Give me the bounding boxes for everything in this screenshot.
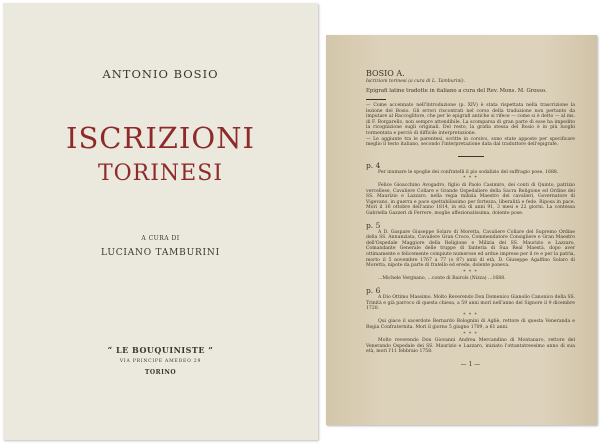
cover-title-line2: TORINESI [97,161,224,186]
separator-stars: * * * [463,176,478,182]
note-1: — Come accennato nell'Introduzione (p. XIV) è stata rispettata nella trascrizione la lezione del Bosio. Gli errori riscontrati nel corso della traduzione non pertanto da imputare al Raccoglitore, che per le epigrafi antiche si rifece — come si è detto — al ms. di F. Borgarello, non sempre attendibile. La scomparsa di gran parte di esse ha impedito la ricognizione sugli originali. Del resto, la grafia stessa del Bosio è in più luoghi tormentata e perciò di difficile interpretazione. [366,103,575,137]
cover-title-line1: ISCRIZIONI [65,121,255,155]
cover-editor: LUCIANO TAMBURINI [101,248,220,258]
p6-text-b: Qui giace il sacerdote Bernardo Bolognini di Agliè, rettore di questa Veneranda e Regia Confraternita. Morì il giorno 5 giugno 1709, a 61 anni. [366,319,575,330]
divider [458,156,484,157]
p6-label: p. 6 [366,285,381,295]
p4-label: p. 4 [366,160,381,170]
errata-sheet [326,35,597,425]
separator-stars: * * * [463,269,478,275]
p4-text-a: Per inumare le spoglie dei confratelli il pio sodalizio del suffragio pose, 1688. [378,169,559,175]
separator-stars: * * * [463,312,478,318]
cover-city: TORINO [144,369,177,376]
p5-text-b: ...Michele Vergnano, ...conte di Bairols (Nizza) ...1688. [378,276,506,282]
cover-publisher: “ LE BOUQUINISTE ” [107,345,214,355]
p6-text-c: Molto reverendo Don Giovanni Andrea Mercandino di Montanaro, rettore del Venerando Ospedale dei SS. Maurizio e Lazzaro, iniziato l'ottantatreesimo anno di sua età, morì l'11 febbraio 1758. [366,338,575,355]
sheet-subtitle: Iscrizioni torinesi (a cura di L. Tamburini). [366,79,465,84]
sheet-heading: BOSIO A. [366,69,405,78]
cover-edited-by-label: A CURA DI [141,235,180,242]
p5-text-a: A D. Gaspare Giuseppe Solaro di Moretta, Cavaliere Collare del Supremo Ordine della SS. Annunziata, Cavaliere Gran Croce, Commendatore Consigliere e Gran Maestro dell'Ospedale Maggiore della Religione e Milizia dei SS. Maurizio e Lazzaro, Comandante Generale delle truppe di fanteria di Sua Real Maestà, dopo aver ottimamente e felicemente compiute numerose ed ardue imprese per il re e per la patria, morto il 5 novembre 1767 a 77 (o 87) anni di età, D. Giuseppe Agalfino Solaro di Moretta, nipote da parte di fratello ed erede, dolente poneva. [366,229,575,269]
cover-address: VIA PRINCIPE AMEDEO 29 [119,359,202,364]
book-cover [3,3,318,440]
p6-text-a: A Dio Ottimo Massimo. Molto Reverendo Don Domenico Gianolio Canonico della SS. Trinità e già parroco di questa chiesa, a 59 anni morì nell'anno del Signore il 9 dicembre 1720. [366,294,575,312]
divider [366,99,386,100]
separator-stars: * * * [463,331,478,337]
page-number: — 1 — [460,360,481,368]
sheet-translation-note: Epigrafi latine tradotte in italiano a cura del Rev. Mons. M. Grosso. [366,87,547,94]
sheet-content [366,69,575,369]
p5-label: p. 5 [366,220,381,230]
cover-author: ANTONIO BOSIO [102,67,219,81]
note-2: — Le aggiunte tra le parentesi, scritte in corsivo, sono state apposte per specificare meglio il testo italiano, secondo l'interpretazione data dal traduttore dell'epigrafe. [366,136,575,148]
p4-text-b: Felice Gioacchino Avogadro, figlio di Paolo Casimiro, dei conti di Quinto, patrizio vercellese, Cavaliere Collare e Grande Ospedaliere della Sacra Religione ed Ordine dei SS. Maurizio e Lazzaro, nella regia milizia Maestro dei cavalieri, Governatore di Vigevano, in guerra e pace spettabilissimo per fortezza, liberalità e fede. Riposa in pace. Morì il 16 ottobre dell'anno 1814, in età di anni 91, 3 mesi e 22 giorni. La contessa Gabriella Gazzeri di Ferrere, moglie affezionatissima, dolente pose. [366,183,575,216]
